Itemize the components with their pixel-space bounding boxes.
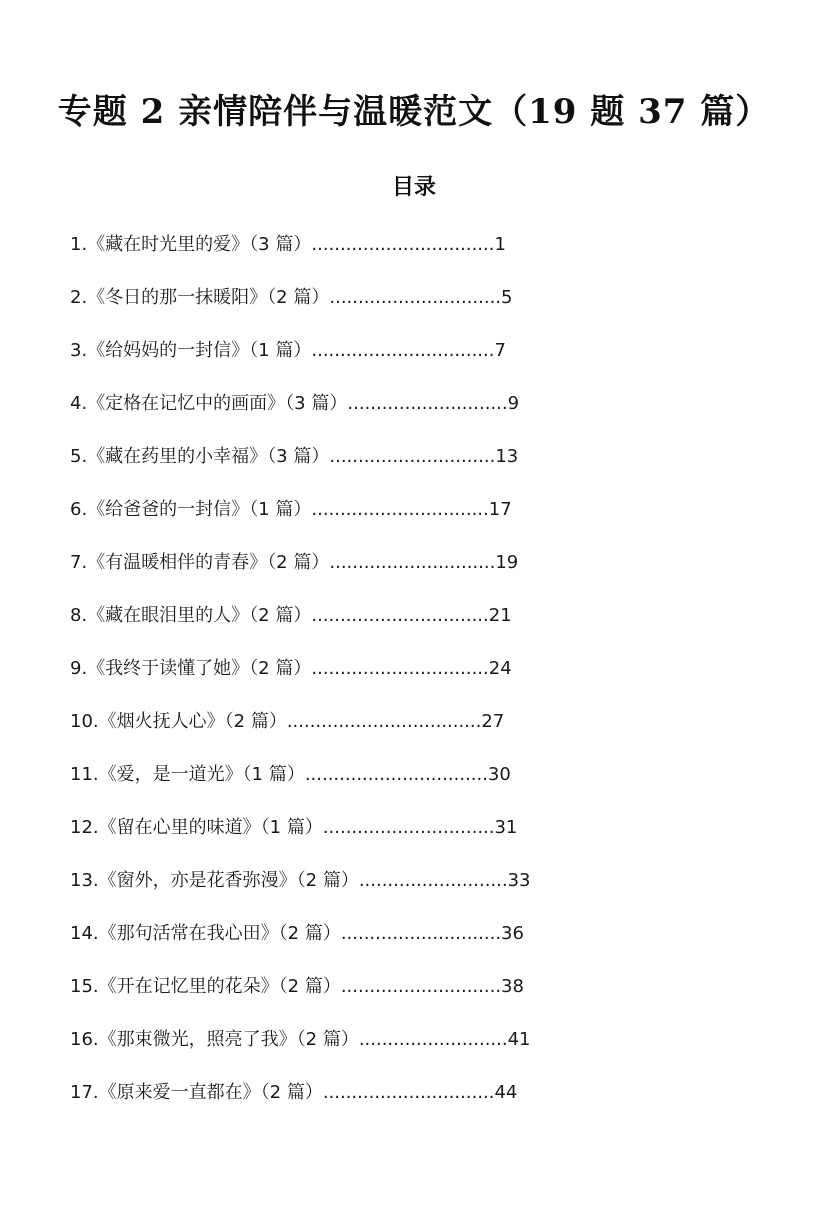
entry-page-number: 19 [495,552,519,573]
entry-count: （2 篇） [224,711,287,732]
dot-leader: ................................ [311,340,495,361]
entry-page-number: 21 [488,605,512,626]
entry-title: 《窗外，亦是花香弥漫》 [98,870,297,891]
dot-leader: .............................. [322,1082,495,1103]
entry-count: （2 篇） [296,1029,359,1050]
entry-page-number: 9 [507,393,520,414]
toc-entry[interactable] [70,917,770,970]
entry-count: （1 篇） [260,817,323,838]
entry-title: 《爱，是一道光》 [98,764,243,785]
dot-leader: .............................. [329,287,502,308]
dot-leader: ............................ [347,393,508,414]
entry-page-number: 1 [494,234,506,255]
toc-entry[interactable] [70,970,770,1023]
toc-entry[interactable] [70,440,770,493]
toc-entry[interactable] [70,811,770,864]
entry-count: （3 篇） [249,234,312,255]
dot-leader: ............................... [311,658,489,679]
toc-entry[interactable] [70,705,770,758]
dot-leader: ............................ [340,976,502,997]
entry-page-number: 38 [501,976,524,997]
entry-page-number: 44 [494,1082,518,1103]
entry-page-number: 36 [501,923,524,944]
dot-leader: ................................ [311,234,495,255]
entry-title: 《那句活常在我心田》 [98,923,279,944]
entry-number: 15. [70,976,99,997]
entry-title: 《给爸爸的一封信》 [87,499,250,520]
entry-title: 《给妈妈的一封信》 [87,340,250,361]
entry-number: 17. [70,1082,99,1103]
entry-count: （2 篇） [267,552,330,573]
entry-number: 14. [70,923,99,944]
toc-entry[interactable] [70,758,770,811]
entry-number: 16. [70,1029,99,1050]
entry-title: 《藏在时光里的爱》 [87,234,250,255]
entry-title: 《藏在眼泪里的人》 [87,605,250,626]
entry-count: （2 篇） [278,976,341,997]
entry-page-number: 33 [507,870,531,891]
entry-count: （1 篇） [242,764,305,785]
entry-count: （1 篇） [249,499,312,520]
entry-count: （1 篇） [249,340,312,361]
entry-page-number: 41 [507,1029,531,1050]
entry-page-number: 5 [501,287,513,308]
toc-entry[interactable] [70,1023,770,1076]
dot-leader: .......................... [358,1029,508,1050]
entry-page-number: 7 [494,340,506,361]
toc-entry[interactable] [70,387,770,440]
table-of-contents [70,228,770,1129]
entry-title: 《原来爱一直都在》 [98,1082,261,1103]
entry-number: 12. [70,817,99,838]
entry-title: 《那束微光，照亮了我》 [98,1029,297,1050]
entry-number: 2. [70,287,88,308]
entry-page-number: 31 [494,817,518,838]
entry-number: 10. [70,711,99,732]
toc-entry[interactable] [70,228,770,281]
toc-entry[interactable] [70,493,770,546]
entry-number: 11. [70,764,99,785]
document-title: 专题 2 亲情陪伴与温暖范文（19 题 37 篇） [57,92,771,132]
dot-leader: ............................... [311,499,489,520]
entry-count: （2 篇） [278,923,341,944]
entry-number: 7. [70,552,88,573]
dot-leader: ............................. [329,552,496,573]
entry-number: 3. [70,340,88,361]
toc-entry[interactable] [70,864,770,917]
entry-page-number: 30 [487,764,511,785]
entry-number: 1. [70,234,88,255]
entry-title: 《烟火抚人心》 [98,711,225,732]
entry-page-number: 24 [488,658,512,679]
toc-entry[interactable] [70,334,770,387]
dot-leader: .............................. [322,817,495,838]
entry-title: 《留在心里的味道》 [98,817,261,838]
entry-number: 13. [70,870,99,891]
entry-count: （2 篇） [260,1082,323,1103]
entry-title: 《有温暖相伴的青春》 [87,552,268,573]
toc-entry[interactable] [70,599,770,652]
dot-leader: ................................ [304,764,488,785]
dot-leader: ............................... [311,605,489,626]
entry-count: （2 篇） [296,870,359,891]
dot-leader: .................................. [286,711,482,732]
entry-count: （2 篇） [249,658,312,679]
entry-count: （2 篇） [267,287,330,308]
toc-heading: 目录 [391,175,436,200]
entry-number: 9. [70,658,88,679]
entry-title: 《冬日的那一抹暖阳》 [87,287,268,308]
toc-entry[interactable] [70,652,770,705]
entry-number: 8. [70,605,88,626]
dot-leader: .......................... [358,870,508,891]
entry-title: 《我终于读懂了她》 [87,658,250,679]
entry-page-number: 27 [481,711,505,732]
dot-leader: ............................. [329,446,496,467]
entry-number: 4. [70,393,88,414]
dot-leader: ............................ [340,923,502,944]
entry-number: 5. [70,446,88,467]
entry-title: 《藏在药里的小幸福》 [87,446,268,467]
entry-page-number: 17 [488,499,512,520]
entry-count: （2 篇） [249,605,312,626]
entry-title: 《定格在记忆中的画面》 [87,393,286,414]
entry-page-number: 13 [495,446,519,467]
entry-count: （3 篇） [267,446,330,467]
toc-entry[interactable] [70,281,770,334]
toc-entry[interactable] [70,1076,770,1129]
entry-number: 6. [70,499,88,520]
toc-entry[interactable] [70,546,770,599]
entry-title: 《开在记忆里的花朵》 [98,976,279,997]
entry-count: （3 篇） [285,393,348,414]
